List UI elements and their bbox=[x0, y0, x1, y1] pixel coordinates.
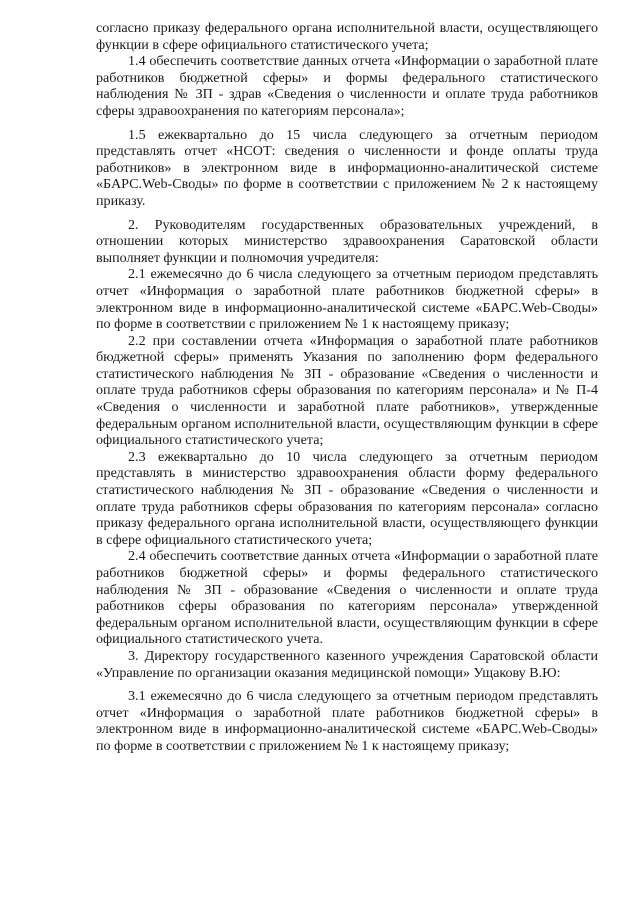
paragraph-1-5: 1.5 ежеквартально до 15 числа следующего за отчетным периодом представлять отчет «НСОТ: сведения о численности и фонде оплаты труда работников» в электронном виде в информационно-аналитической системе «БАРС.Web-Своды» по форме в соответствии с приложением № 2 к настоящему приказу. bbox=[96, 126, 598, 209]
paragraph-2-1: 2.1 ежемесячно до 6 числа следующего за отчетным периодом представлять отчет «Информация о заработной плате работников бюджетной сферы» в электронном виде в информационно-аналитической системе «БАРС.Web-Своды» по форме в соответствии с приложением № 1 к настоящему приказу; bbox=[96, 266, 598, 333]
paragraph-2-2: 2.2 при составлении отчета «Информация о заработной плате работников бюджетной сферы» применять Указания по заполнению форм федерального статистического наблюдения № ЗП - образование «Сведения о численности и оплате труда работников сферы образования по категориям персонала» и № П-4 «Сведения о численности и заработной плате работников», утвержденные федеральным органом исполнительной власти, осуществляющим функции в сфере официального статистического учета; bbox=[96, 332, 598, 449]
paragraph-1-continuation: согласно приказу федерального органа исполнительной власти, осуществляющего функции в сфере официального статистического учета; bbox=[96, 20, 598, 53]
paragraph-3-1: 3.1 ежемесячно до 6 числа следующего за отчетным периодом представлять отчет «Информация о заработной плате работников бюджетной сферы» в электронном виде в информационно-аналитической системе «БАРС.Web-Своды» по форме в соответствии с приложением № 1 к настоящему приказу; bbox=[96, 688, 598, 754]
paragraph-2: 2. Руководителям государственных образовательных учреждений, в отношении которых министерство здравоохранения Саратовской области выполняет функции и полномочия учредителя: bbox=[96, 216, 598, 266]
paragraph-2-3: 2.3 ежеквартально до 10 числа следующего за отчетным периодом представлять в министерство здравоохранения области форму федерального статистического наблюдения № ЗП - образование «Сведения о численности и оплате труда работников сферы образования по категориям персонала» согласно приказу федерального органа исполнительной власти, осуществляющего функции в сфере официального статистического учета; bbox=[96, 448, 598, 548]
paragraph-2-4: 2.4 обеспечить соответствие данных отчета «Информации о заработной плате работников бюджетной сферы» и формы федерального статистического наблюдения № ЗП - образование «Сведения о численности и оплате труда работников сферы образования по категориям персонала» утвержденной федеральным органом исполнительной власти, осуществляющим функции в сфере официального статистического учета. bbox=[96, 548, 598, 648]
paragraph-1-4: 1.4 обеспечить соответствие данных отчета «Информации о заработной плате работников бюджетной сферы» и формы федерального статистического наблюдения № ЗП - здрав «Сведения о численности и оплате труда работников сферы здравоохранения по категориям персонала»; bbox=[96, 53, 598, 119]
paragraph-3: 3. Директору государственного казенного учреждения Саратовской области «Управление по организации оказания медицинской помощи» Ущакову В.Ю: bbox=[96, 647, 598, 681]
document-page bbox=[96, 20, 598, 755]
